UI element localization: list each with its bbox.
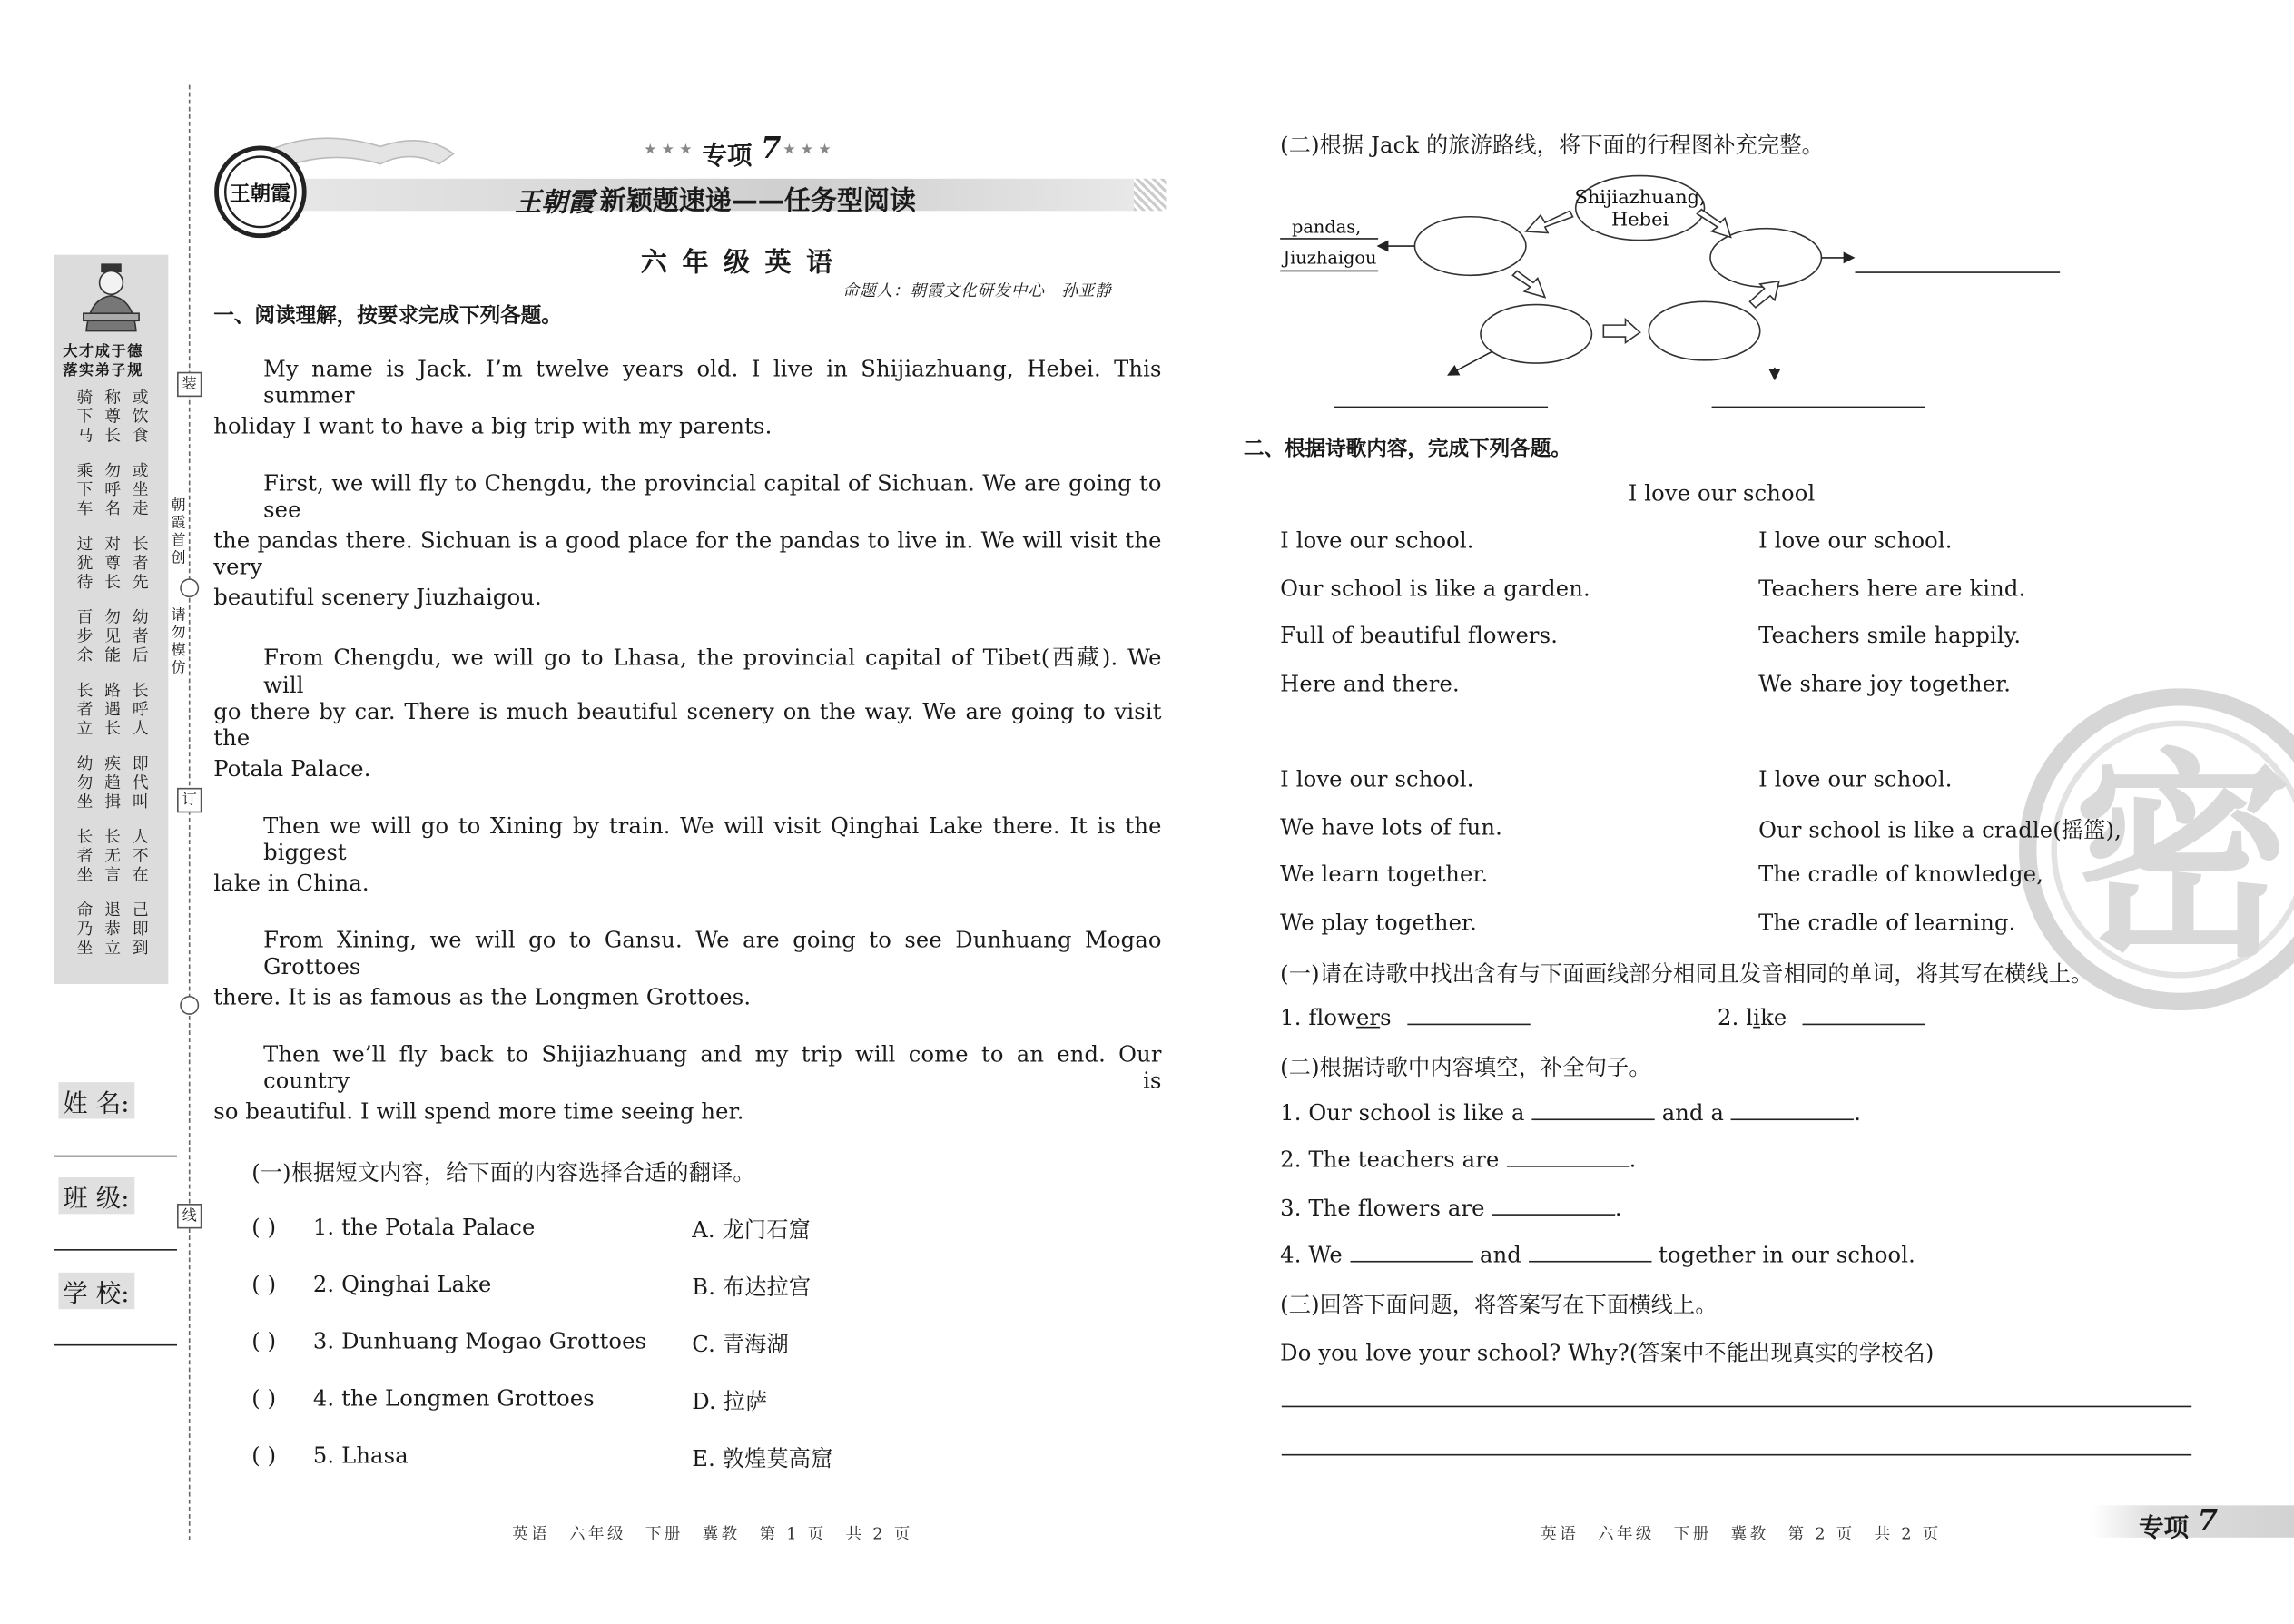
q2-item-2-end: .: [1629, 1147, 1637, 1174]
hollow-arrow-4: [1603, 320, 1639, 343]
passage-line: My name is Jack. I’m twelve years old. I live in Shijiazhuang, Hebei. This summer: [263, 355, 1162, 409]
corner-number: 7: [2197, 1502, 2219, 1538]
class-field[interactable]: [54, 1249, 177, 1251]
q2-item-3: [1280, 1195, 1622, 1221]
sidebar-verse-column: 命乃坐: [76, 901, 94, 959]
sidebar-verse-column: 长呼人: [132, 681, 149, 739]
passage-line: Potala Palace.: [213, 755, 371, 782]
motto-line-1: 大才成于德: [63, 344, 143, 360]
class-label: 班 级:: [58, 1177, 133, 1214]
q2-item-4-and: and: [1479, 1241, 1521, 1269]
q2-item-4-blank-a[interactable]: [1350, 1244, 1472, 1263]
hole-icon-1: [180, 578, 199, 597]
passage-line: beautiful scenery Jiuzhaigou.: [213, 584, 542, 611]
sidebar-verse-column: 乘下车: [76, 461, 94, 519]
footer-left: 英语 六年级 下册 冀教 第 1 页 共 2 页: [512, 1524, 913, 1544]
part2-q3-question: Do you love your school? Why?(答案中不能出现真实的学校名): [1280, 1340, 1935, 1367]
q2-item-1-blank-b[interactable]: [1731, 1101, 1854, 1120]
answer-line-2[interactable]: [1282, 1454, 2191, 1456]
q1-item-2-blank[interactable]: [1803, 1006, 1925, 1025]
name-label: 姓 名:: [58, 1082, 133, 1118]
seal-mark-2: 订: [177, 788, 202, 812]
start-label-line2: Hebei: [1611, 208, 1669, 231]
match-item-english: 4. the Longmen Grottoes: [312, 1385, 595, 1412]
sidebar-verse-column: 幼勿坐: [76, 753, 94, 812]
seal-mark-1: 装: [177, 372, 202, 397]
match-item-chinese: E. 敦煌莫高窟: [692, 1445, 833, 1472]
route-diagram: [1273, 172, 2092, 428]
lower-right-ellipse[interactable]: [1649, 301, 1759, 360]
match-paren[interactable]: ( ): [251, 1214, 277, 1241]
series-title: 新颖题速递——任务型阅读: [599, 185, 916, 217]
sidebar-verse-column: 退恭立: [104, 901, 121, 959]
sidebar-verse-column: 长者坐: [76, 827, 94, 885]
q2-item-4-text: 4. We: [1280, 1241, 1343, 1269]
poem-line: We share joy together.: [1758, 670, 2012, 697]
q2-item-4: [1280, 1242, 1915, 1268]
author-line: 命题人：朝霞文化研发中心 孙亚静: [842, 281, 1112, 300]
poem-line: I love our school.: [1280, 765, 1474, 792]
passage-line: Then we will go to Xining by train. We will visit Qinghai Lake there. It is the biggest: [263, 812, 1162, 866]
passage-line: go there by car. There is much beautiful scenery on the way. We are going to visit the: [213, 698, 1162, 752]
stars-left: ★ ★ ★: [644, 142, 693, 159]
poem-line: We play together.: [1280, 909, 1477, 936]
match-item-english: 5. Lhasa: [312, 1442, 409, 1470]
hole-icon-2: [180, 996, 199, 1015]
stars-right: ★ ★ ★: [783, 142, 832, 159]
q1-item-2-underlined: i: [1753, 1004, 1761, 1031]
sidebar-verse-column: 长者先: [132, 534, 149, 592]
footer-right: 英语 六年级 下册 冀教 第 2 页 共 2 页: [1541, 1524, 1942, 1544]
poem-line: Our school is like a cradle(摇篮),: [1758, 816, 2122, 843]
poem-line: We learn together.: [1280, 861, 1489, 888]
start-label-line1: Shijiazhuang,: [1574, 186, 1706, 209]
poem-line: Our school is like a garden.: [1280, 575, 1590, 602]
sidebar-verse-column: 勿呼名: [104, 461, 121, 519]
part2-q3-instruction: (三)回答下面问题，将答案写在下面横线上。: [1280, 1291, 1718, 1318]
answer-line-1[interactable]: [1282, 1406, 2191, 1408]
brand-seal-text: 王朝霞: [230, 182, 291, 207]
jiuzhaigou-label: Jiuzhaigou: [1283, 247, 1377, 269]
poem-line: Here and there.: [1280, 670, 1460, 697]
side-note-2: 请勿模仿: [171, 607, 186, 677]
poem-line: The cradle of learning.: [1758, 909, 2016, 936]
q2-item-2-text: 2. The teachers are: [1280, 1147, 1500, 1174]
brand-logo-text: 王朝霞: [515, 187, 595, 219]
passage-line: Then we’ll fly back to Shijiazhuang and my trip will come to an end. Our country is: [263, 1040, 1162, 1095]
match-item-english: 2. Qinghai Lake: [312, 1271, 492, 1298]
poem-line: Teachers here are kind.: [1758, 575, 2026, 602]
section-label: 专项: [702, 142, 753, 172]
sidebar-verse-column: 或饮食: [132, 388, 149, 446]
passage-line: so beautiful. I will spend more time seeing her.: [213, 1097, 744, 1125]
brand-seal-logo: [213, 145, 307, 239]
hollow-arrow-2: [1697, 210, 1730, 238]
sidebar-verse-column: 幼者后: [132, 607, 149, 665]
q1-item-1-prefix: 1. flow: [1280, 1004, 1356, 1031]
q1-item-2-suffix: ke: [1760, 1004, 1787, 1031]
q1-item-2-prefix: 2. l: [1718, 1004, 1754, 1031]
sidebar-verse-column: 骑下马: [76, 388, 94, 446]
scholar-illustration: [74, 261, 148, 334]
lower-left-ellipse[interactable]: [1481, 305, 1591, 364]
part1-heading: 一、阅读理解，按要求完成下列各题。: [213, 304, 562, 329]
passage-line: there. It is as famous as the Longmen Grottoes.: [213, 984, 752, 1011]
poem-line: I love our school.: [1758, 765, 1953, 792]
q1-item-1-underlined: er: [1355, 1004, 1381, 1031]
part2-q1-item-2: [1718, 1005, 1925, 1031]
motto-line-2: 落实弟子规: [63, 363, 143, 379]
passage-line: lake in China.: [213, 870, 369, 897]
poem-line: We have lots of fun.: [1280, 813, 1502, 841]
match-item-english: 3. Dunhuang Mogao Grottoes: [312, 1328, 647, 1355]
match-item-chinese: C. 青海湖: [692, 1331, 789, 1358]
q2-item-3-blank[interactable]: [1492, 1196, 1615, 1216]
name-field[interactable]: [54, 1156, 177, 1157]
q2-item-1-blank-a[interactable]: [1531, 1101, 1654, 1120]
match-item-english: 1. the Potala Palace: [312, 1214, 536, 1241]
start-ellipse: [1574, 176, 1705, 241]
part1-q2-instruction: (二)根据 Jack 的旅游路线，将下面的行程图补充完整。: [1280, 132, 1825, 159]
watermark-char: 密: [2072, 732, 2293, 988]
corner-label: 专项: [2139, 1514, 2189, 1544]
match-paren[interactable]: ( ): [251, 1385, 277, 1412]
match-paren[interactable]: ( ): [251, 1442, 277, 1470]
sidebar-verse-column: 称尊长: [104, 388, 121, 446]
poem-line: Full of beautiful flowers.: [1280, 622, 1559, 649]
match-item-chinese: B. 布达拉宫: [692, 1274, 812, 1301]
poem-line: The cradle of knowledge,: [1758, 861, 2044, 888]
passage-line: From Chengdu, we will go to Lhasa, the provincial capital of Tibet(西藏). We will: [263, 644, 1162, 699]
sidebar-verse-column: 即代叫: [132, 753, 149, 812]
q2-item-1-text: 1. Our school is like a: [1280, 1099, 1525, 1127]
poem-title: I love our school: [1628, 480, 1816, 507]
hollow-arrow-3: [1512, 271, 1544, 297]
match-item-chinese: A. 龙门石窟: [692, 1216, 811, 1244]
match-item-chinese: D. 拉萨: [692, 1388, 768, 1415]
match-paren[interactable]: ( ): [251, 1328, 277, 1355]
q2-item-2: [1280, 1147, 1636, 1173]
q1-item-1-suffix: s: [1380, 1004, 1392, 1031]
pandas-label: pandas,: [1292, 216, 1362, 238]
q2-item-4-end: together in our school.: [1659, 1241, 1916, 1269]
part2-q1-item-1: [1280, 1005, 1530, 1031]
q2-item-2-blank[interactable]: [1506, 1148, 1629, 1167]
sidebar-verse-column: 百步余: [76, 607, 94, 665]
sidebar-verse-column: 路遇长: [104, 681, 121, 739]
line-arrow-down-left: [1448, 351, 1492, 375]
q2-item-1-and: and a: [1661, 1099, 1725, 1127]
q2-item-1: [1280, 1099, 1861, 1126]
school-field[interactable]: [54, 1344, 177, 1346]
part2-heading: 二、根据诗歌内容，完成下列各题。: [1243, 438, 1571, 462]
poem-line: Teachers smile happily.: [1758, 622, 2022, 649]
section-number: 7: [761, 130, 782, 166]
chengdu-ellipse[interactable]: [1414, 217, 1525, 276]
part1-q1-instruction: (一)根据短文内容，给下面的内容选择合适的翻译。: [251, 1159, 755, 1186]
sidebar-verse-column: 长者立: [76, 681, 94, 739]
title-band-texture: [1134, 179, 1166, 211]
q2-item-1-end: .: [1854, 1099, 1862, 1127]
q1-item-1-blank[interactable]: [1407, 1006, 1530, 1025]
sidebar-verse-column: 过犹待: [76, 534, 94, 592]
page-title: 六 年 级 英 语: [640, 247, 836, 279]
right-top-ellipse[interactable]: [1710, 229, 1821, 288]
match-paren[interactable]: ( ): [251, 1271, 277, 1298]
part2-q1-instruction: (一)请在诗歌中找出含有与下面画线部分相同且发音相同的单词，将其写在横线上。: [1280, 960, 2093, 988]
poem-line: I love our school.: [1758, 527, 1953, 554]
passage-line: holiday I want to have a big trip with my parents.: [213, 412, 773, 439]
sidebar-verse-column: 或坐走: [132, 461, 149, 519]
sidebar-verse-column: 己即到: [132, 901, 149, 959]
sidebar-verse-column: 疾趋揖: [104, 753, 121, 812]
side-note-1: 朝霞首创: [171, 497, 186, 567]
school-label: 学 校:: [58, 1273, 133, 1309]
sidebar-verse-column: 人不在: [132, 827, 149, 885]
q2-item-4-blank-b[interactable]: [1529, 1244, 1651, 1263]
sidebar-verse-column: 对尊长: [104, 534, 121, 592]
sidebar-verse-column: 勿见能: [104, 607, 121, 665]
part2-q2-instruction: (二)根据诗歌中内容填空，补全句子。: [1280, 1054, 1651, 1081]
seal-mark-3: 线: [177, 1204, 202, 1228]
corner-tab: [2092, 1505, 2294, 1537]
q2-item-3-text: 3. The flowers are: [1280, 1195, 1485, 1222]
q2-item-3-end: .: [1614, 1195, 1622, 1222]
passage-line: the pandas there. Sichuan is a good place for the pandas to live in. We will visit the very: [213, 527, 1162, 580]
hollow-arrow-1: [1526, 211, 1573, 232]
sidebar-verse-column: 长无言: [104, 827, 121, 885]
poem-line: I love our school.: [1280, 527, 1474, 554]
passage-line: First, we will fly to Chengdu, the provincial capital of Sichuan. We are going to see: [263, 469, 1162, 523]
passage-line: From Xining, we will go to Gansu. We are going to see Dunhuang Mogao Grottoes: [263, 927, 1162, 980]
